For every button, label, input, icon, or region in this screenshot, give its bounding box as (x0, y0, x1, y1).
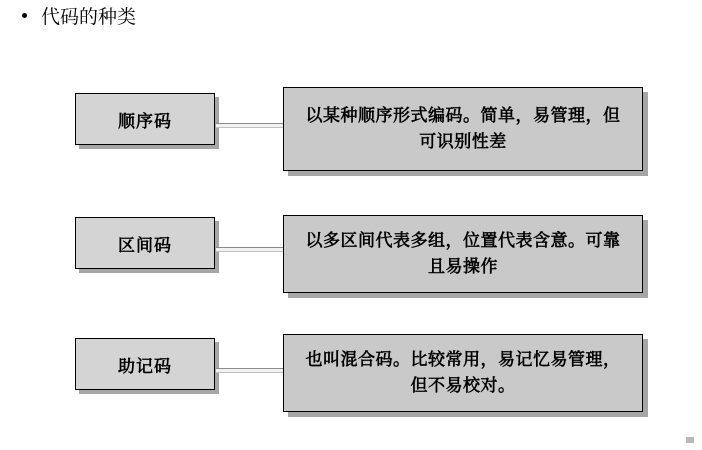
diagram-description-text: 以某种顺序形式编码。简单，易管理，但可识别性差 (305, 105, 621, 151)
connector-line-2 (216, 247, 284, 252)
page-title-text: 代码的种类 (41, 7, 137, 28)
connector-line-1 (216, 123, 284, 128)
diagram-description-box-3[interactable] (283, 334, 643, 412)
corner-marker (686, 437, 694, 443)
diagram-description-text: 以多区间代表多组，位置代表含意。可靠且易操作 (305, 230, 621, 276)
diagram-label-box-2[interactable] (75, 217, 215, 269)
diagram-description-box-2[interactable] (283, 215, 643, 293)
diagram-description-text: 也叫混合码。比较常用，易记忆易管理，但不易校对。 (305, 349, 621, 395)
diagram-label-text: 顺序码 (118, 111, 172, 131)
diagram-label-box-1[interactable] (75, 93, 215, 145)
diagram-label-box-3[interactable] (75, 338, 215, 390)
diagram-description-box-1[interactable] (283, 87, 643, 171)
diagram-label-text: 区间码 (118, 235, 172, 255)
connector-line-3 (216, 368, 284, 373)
diagram-label-text: 助记码 (118, 356, 172, 376)
